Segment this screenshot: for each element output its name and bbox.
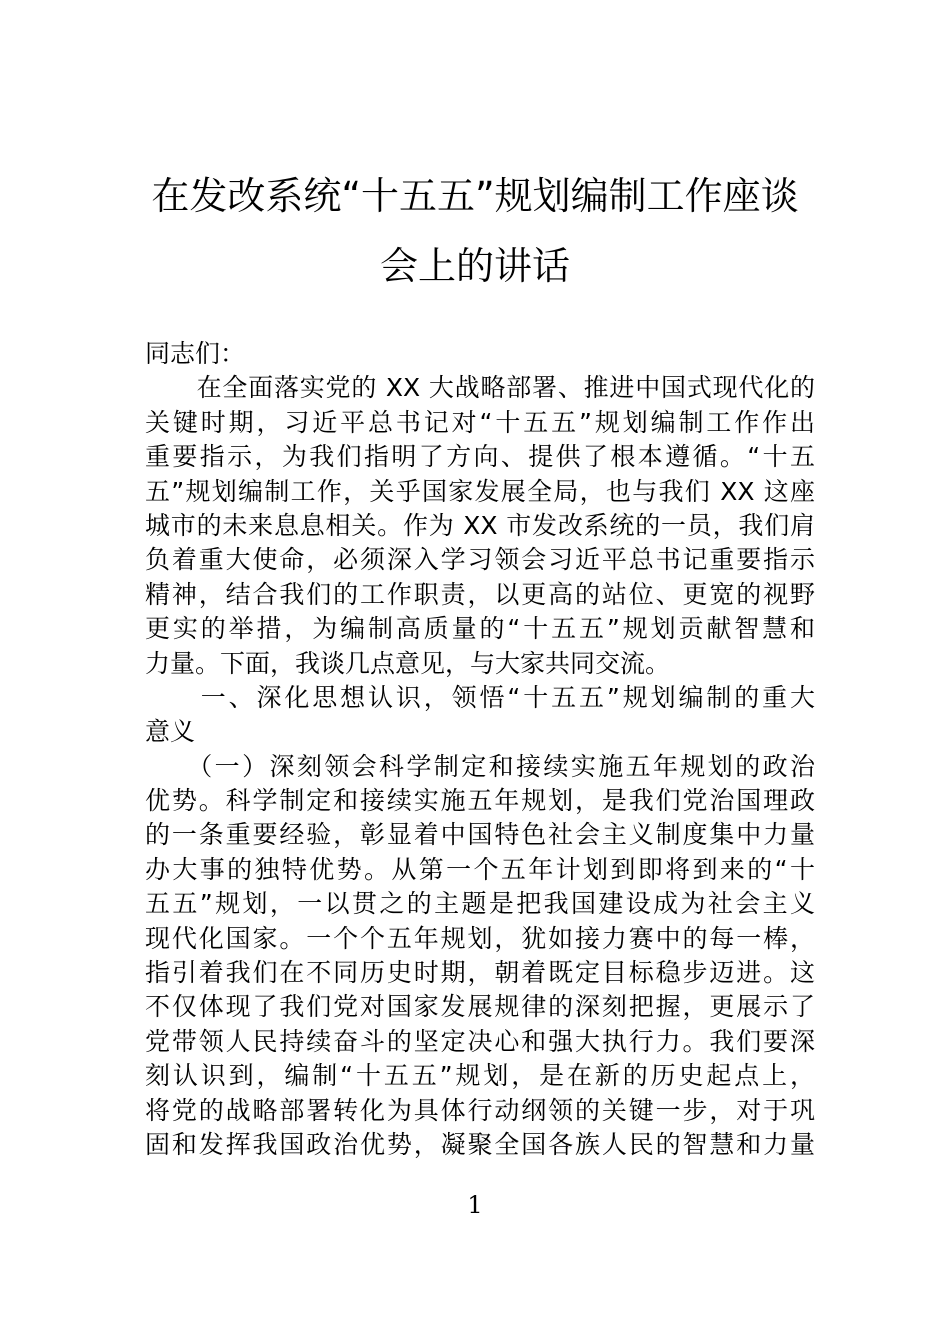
body-line: 党带领人民持续奋斗的坚定决心和强大执行力。我们要深 — [145, 1026, 815, 1056]
body-line: 刻认识到，编制“十五五”规划，是在新的历史起点上， — [145, 1061, 815, 1091]
document-title-line-1: 在发改系统“十五五”规划编制工作座谈 — [151, 174, 799, 218]
body-line: 五五”规划，一以贯之的主题是把我国建设成为社会主义 — [145, 889, 815, 919]
section-heading-line: 意义 — [145, 717, 196, 747]
body-line: 将党的战略部署转化为具体行动纲领的关键一步，对于巩 — [145, 1095, 815, 1125]
document-title-line-2: 会上的讲话 — [379, 244, 570, 288]
body-line: 关键时期，习近平总书记对“十五五”规划编制工作作出 — [145, 407, 815, 437]
body-line: 优势。科学制定和接续实施五年规划，是我们党治国理政 — [145, 786, 815, 816]
body-line: 城市的未来息息相关。作为 XX 市发改系统的一员，我们肩 — [145, 510, 815, 540]
section-heading-line: 一、深化思想认识，领悟“十五五”规划编制的重大 — [145, 682, 815, 712]
body-line: 更实的举措，为编制高质量的“十五五”规划贡献智慧和 — [145, 614, 815, 644]
body-line: （一）深刻领会科学制定和接续实施五年规划的政治 — [145, 751, 815, 781]
body-line: 力量。下面，我谈几点意见，与大家共同交流。 — [145, 648, 671, 678]
body-line: 负着重大使命，必须深入学习领会习近平总书记重要指示 — [145, 545, 815, 575]
body-line: 不仅体现了我们党对国家发展规律的深刻把握，更展示了 — [145, 992, 815, 1022]
page-number: 1 — [467, 1191, 483, 1219]
salutation: 同志们： — [145, 339, 246, 368]
document-body — [145, 337, 815, 1162]
body-line: 固和发挥我国政治优势，凝聚全国各族人民的智慧和力量 — [145, 1129, 815, 1159]
body-line: 现代化国家。一个个五年规划，犹如接力赛中的每一棒， — [145, 923, 815, 953]
body-line: 办大事的独特优势。从第一个五年计划到即将到来的“十 — [145, 854, 815, 884]
body-line: 重要指示，为我们指明了方向、提供了根本遵循。“十五 — [145, 442, 815, 472]
body-line: 的一条重要经验，彰显着中国特色社会主义制度集中力量 — [145, 820, 815, 850]
body-line: 指引着我们在不同历史时期，朝着既定目标稳步迈进。这 — [145, 958, 815, 988]
body-line: 五”规划编制工作，关乎国家发展全局，也与我们 XX 这座 — [145, 476, 815, 506]
body-line: 在全面落实党的 XX 大战略部署、推进中国式现代化的 — [145, 373, 815, 403]
body-line: 精神，结合我们的工作职责，以更高的站位、更宽的视野 — [145, 579, 815, 609]
